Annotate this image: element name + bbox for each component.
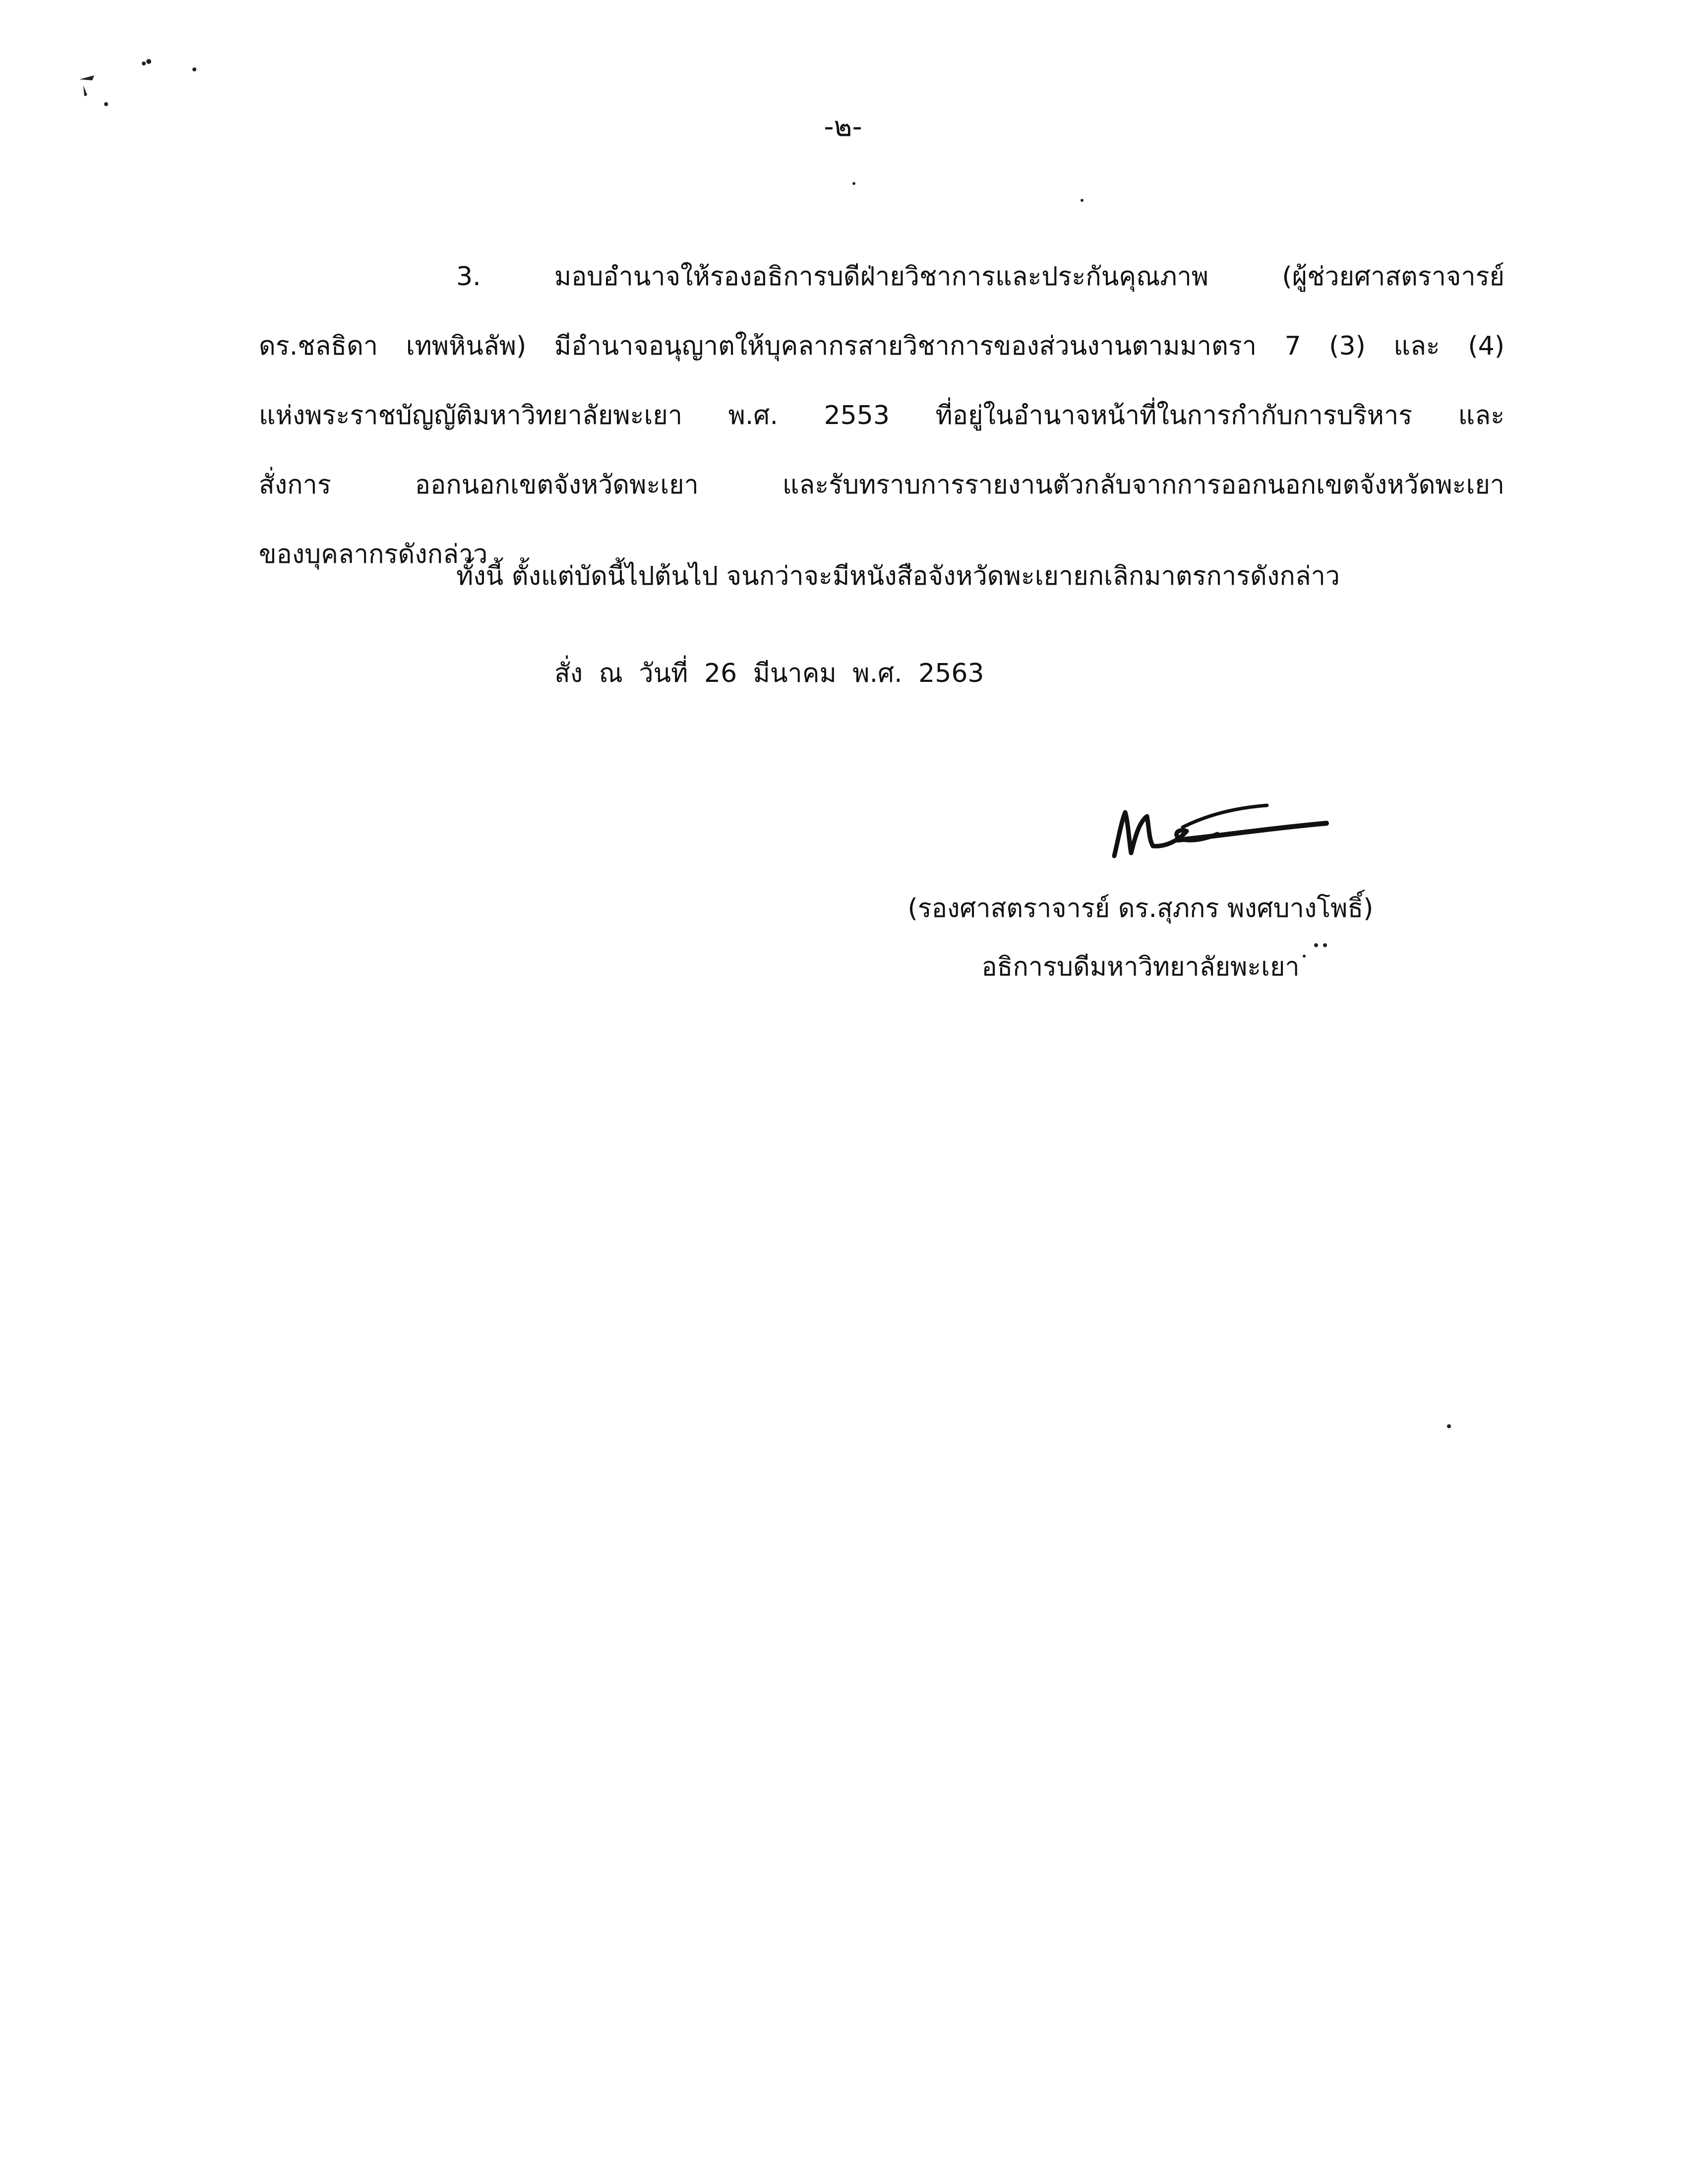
effective-clause: ทั้งนี้ ตั้งแต่บัดนี้ไปต้นไป จนกว่าจะมีหนังสือจังหวัดพะเยายกเลิกมาตรการดังกล่าว — [456, 561, 1340, 591]
paragraph-line: ดร.ชลธิดา เทพหินลัพ) มีอำนาจอนุญาตให้บุคลากรสายวิชาการของส่วนงานตามมาตรา 7 (3) และ (4) — [259, 331, 1505, 361]
order-date: สั่ง ณ วันที่ 26 มีนาคม พ.ศ. 2563 — [554, 659, 984, 688]
signer-title: อธิการบดีมหาวิทยาลัยพะเยา — [981, 952, 1300, 982]
paragraph-line: แห่งพระราชบัญญัติมหาวิทยาลัยพะเยา พ.ศ. 2553 ที่อยู่ในอำนาจหน้าที่ในการกำกับการบริหาร และ — [259, 401, 1505, 430]
signer-name: (รองศาสตราจารย์ ดร.สุภกร พงศบางโพธิ์) — [907, 894, 1374, 923]
page-number: -๒- — [824, 111, 862, 143]
paragraph-line: สั่งการ ออกนอกเขตจังหวัดพะเยา และรับทราบการรายงานตัวกลับจากการออกนอกเขตจังหวัดพะเยา — [259, 470, 1505, 500]
paragraph-line: ของบุคลากรดังกล่าว — [259, 540, 488, 569]
handwritten-signature — [1103, 792, 1331, 867]
paragraph-line: 3. มอบอำนาจให้รองอธิการบดีฝ่ายวิชาการและประกันคุณภาพ (ผู้ช่วยศาสตราจารย์ — [456, 262, 1505, 292]
delegation-paragraph — [259, 242, 1505, 589]
